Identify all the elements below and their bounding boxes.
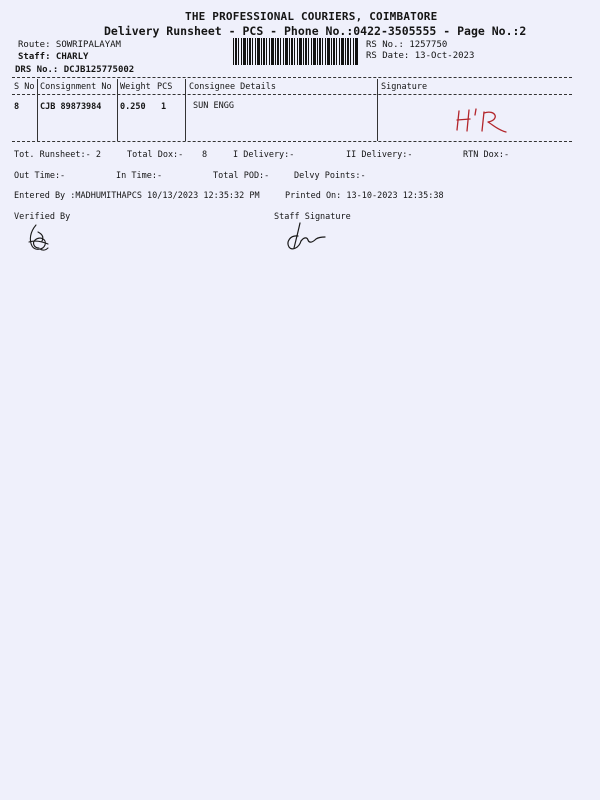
row-weight: 0.250 [120, 102, 146, 112]
header-sno: S No [14, 82, 35, 92]
table-top-rule [12, 77, 572, 78]
total-dox-label: Total Dox:- [127, 150, 184, 160]
verified-by-label: Verified By [14, 212, 71, 222]
column-divider [185, 79, 186, 141]
delvy-points: Delvy Points:- [294, 171, 366, 181]
column-divider [117, 79, 118, 141]
column-divider [37, 79, 38, 141]
row-pcs: 1 [161, 102, 167, 112]
ii-delivery: II Delivery:- [346, 150, 413, 160]
header-consignment-no: Consignment No [40, 82, 112, 92]
row-sno: 8 [14, 102, 20, 112]
barcode [233, 38, 359, 65]
in-time: In Time:- [116, 171, 163, 181]
i-delivery: I Delivery:- [233, 150, 295, 160]
header-signature: Signature [381, 82, 428, 92]
rs-date: RS Date: 13-Oct-2023 [366, 51, 475, 61]
column-divider [377, 79, 378, 141]
printed-on: Printed On: 13-10-2023 12:35:38 [285, 191, 444, 201]
drs-number: DRS No.: DCJB125775002 [15, 65, 135, 75]
row-consignment: CJB 89873984 [40, 102, 102, 112]
staff-signature-mark [283, 220, 327, 254]
total-pod: Total POD:- [213, 171, 270, 181]
rs-number: RS No.: 1257750 [366, 40, 448, 50]
entered-by: Entered By :MADHUMITHAPCS 10/13/2023 12:35:32 PM [14, 191, 260, 201]
staff-text: Staff: CHARLY [18, 52, 89, 62]
handwritten-signature-mark [452, 106, 512, 136]
verifier-signature-mark [26, 222, 52, 254]
header-consignee-details: Consignee Details [189, 82, 276, 92]
tot-runsheet: Tot. Runsheet:- 2 [14, 150, 101, 160]
table-bottom-rule [12, 141, 572, 142]
rtn-dox: RTN Dox:- [463, 150, 510, 160]
out-time: Out Time:- [14, 171, 66, 181]
header-weight: Weight [120, 82, 151, 92]
runsheet-subtitle: Delivery Runsheet - PCS - Phone No.:0422-3505555 - Page No.:2 [104, 24, 527, 38]
table-header-rule [12, 94, 572, 95]
route-text: Route: SOWRIPALAYAM [18, 40, 121, 50]
total-dox-value: 8 [202, 150, 208, 160]
company-title: THE PROFESSIONAL COURIERS, COIMBATORE [185, 10, 438, 23]
row-consignee: SUN ENGG [193, 101, 234, 111]
staff-signature-label: Staff Signature [274, 212, 351, 222]
header-pcs: PCS [157, 82, 173, 92]
